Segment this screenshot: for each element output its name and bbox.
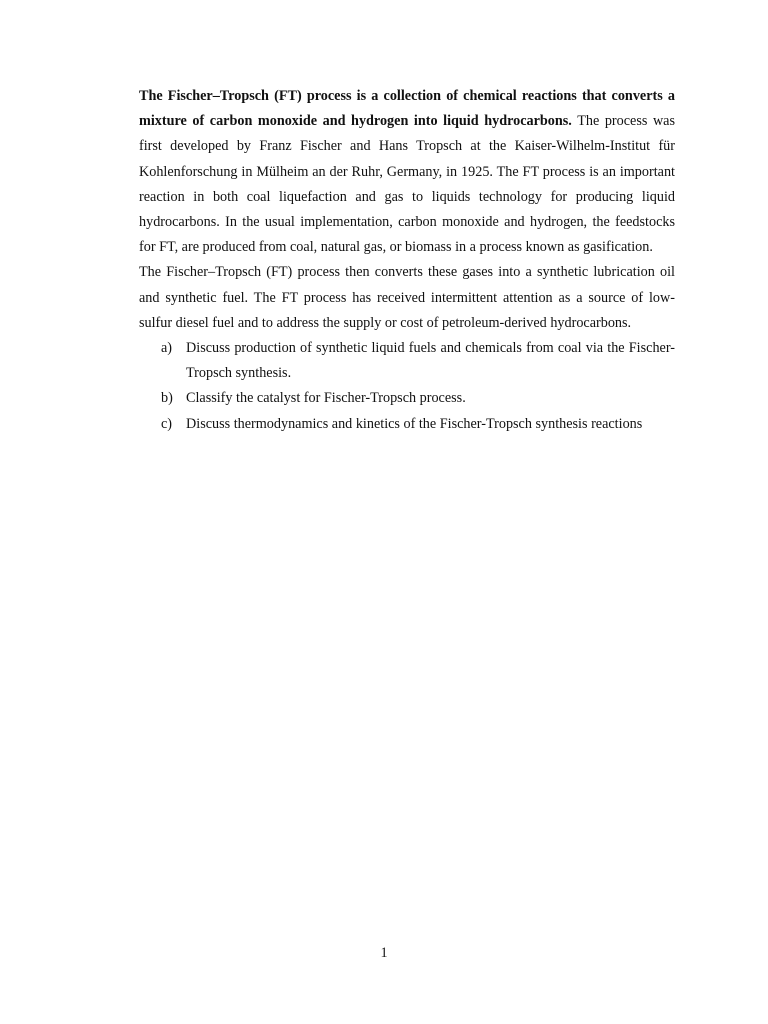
question-text: Classify the catalyst for Fischer-Tropsch process. [186, 390, 466, 407]
page-body [139, 84, 675, 437]
question-text: Discuss thermodynamics and kinetics of the Fischer-Tropsch synthesis reactions [186, 415, 643, 432]
question-item-a [139, 336, 675, 386]
intro-paragraph [139, 84, 675, 260]
page-number: 1 [380, 945, 388, 961]
question-list [139, 336, 675, 437]
question-letter: c) [161, 415, 173, 432]
intro-body-text: The process was first developed by Franz Fischer and Hans Tropsch at the Kaiser-Wilhelm-Institut für Kohlenforschung in Mülheim an der Ruhr, Germany, in 1925. The FT process is an important reaction in both coal liquefaction and gas to liquids technology for producing liquid hydrocarbons. In the usual implementation, carbon monoxide and hydrogen, the feedstocks for FT, are produced from coal, natural gas, or biomass in a process known as gasification. [139, 113, 676, 256]
question-letter: a) [161, 340, 173, 357]
question-item-b [139, 386, 675, 411]
second-paragraph: The Fischer–Tropsch (FT) process then converts these gases into a synthetic lubrication oil and synthetic fuel. The FT process has received intermittent attention as a source of low-sulfur diesel fuel and to address the supply or cost of petroleum-derived hydrocarbons. [139, 264, 675, 331]
question-text: Discuss production of synthetic liquid fuels and chemicals from coal via the Fischer-Tropsch synthesis. [186, 340, 675, 382]
question-item-c [139, 412, 675, 437]
intro-bold-sentence: The Fischer–Tropsch (FT) process is a collection of chemical reactions that converts a mixture of carbon monoxide and hydrogen into liquid hydrocarbons. [139, 88, 675, 130]
question-letter: b) [161, 390, 173, 407]
